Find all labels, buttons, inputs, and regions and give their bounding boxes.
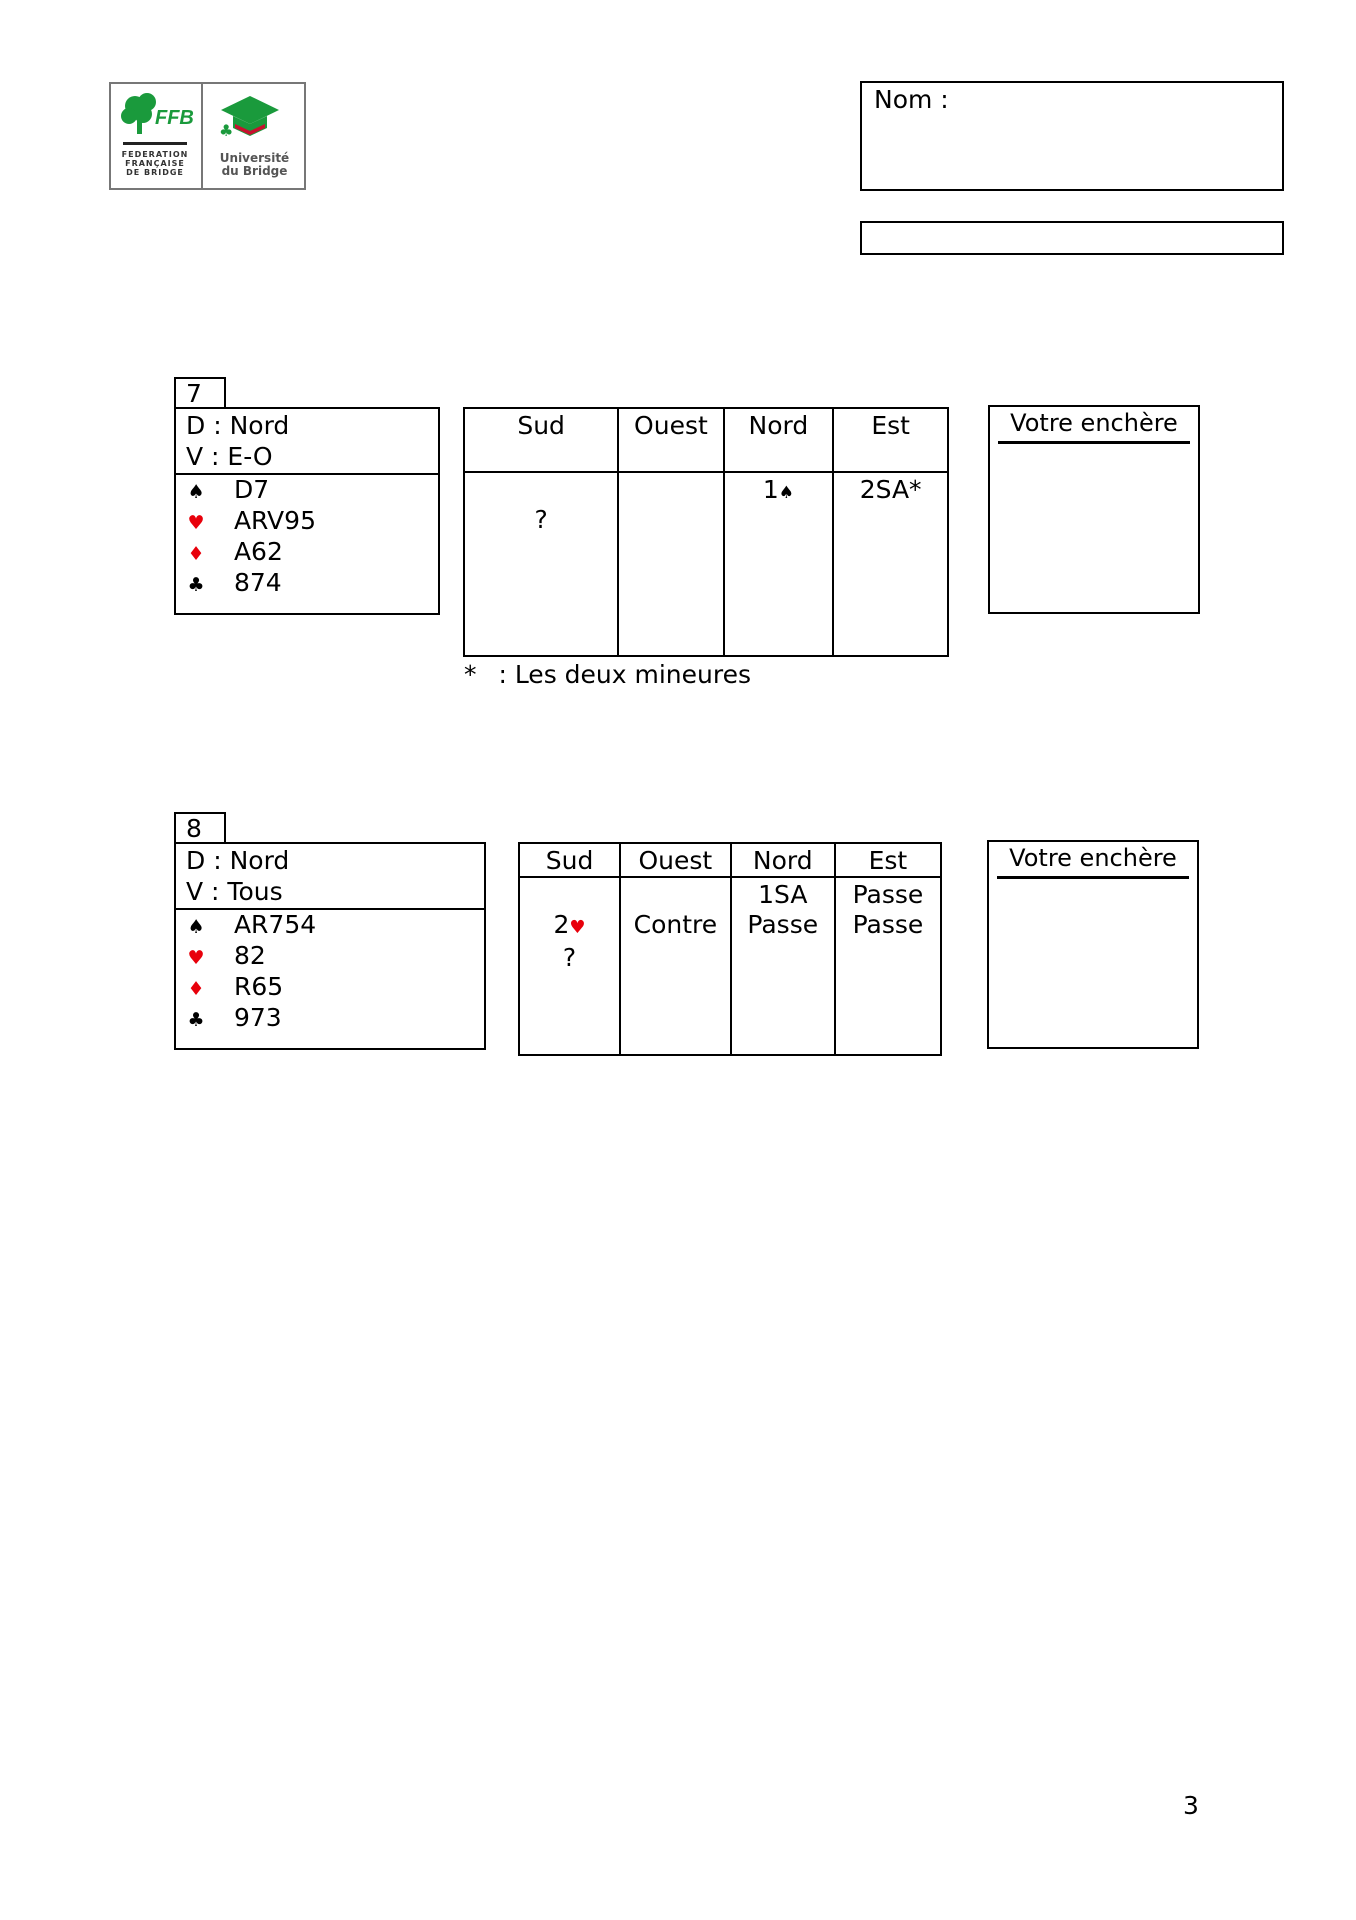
col-ouest: Ouest (620, 843, 731, 877)
name-label: Nom : (874, 85, 949, 114)
club-icon: ♣ (187, 574, 205, 596)
bid-sud-level: 2 (553, 910, 570, 939)
univ-line-2: du Bridge (221, 164, 288, 178)
spades-holding: D7 (233, 475, 270, 504)
spade-icon: ♠ (187, 916, 205, 938)
hand-card (174, 407, 440, 615)
col-est: Est (835, 843, 941, 877)
dealer-label: D : Nord (186, 411, 290, 440)
auction-note (464, 660, 751, 689)
bid-cell-est: Passe Passe (835, 877, 941, 1055)
heart-icon: ♥ (569, 917, 586, 938)
dealer-label: D : Nord (186, 846, 290, 875)
vulnerability-label: V : Tous (186, 877, 283, 906)
diamond-icon: ♦ (187, 978, 205, 1000)
your-bid-title: Votre enchère (1009, 844, 1177, 872)
ffb-universite-logo (109, 82, 306, 190)
col-sud: Sud (519, 843, 620, 877)
bid-cell-sud (464, 472, 618, 656)
deal-number: 8 (174, 812, 226, 844)
page-number: 3 (1183, 1791, 1199, 1820)
hearts-holding: ARV95 (233, 506, 316, 535)
bid-question: ? (562, 943, 577, 972)
your-bid-box[interactable] (987, 840, 1199, 1049)
bid-cell-ouest (618, 472, 723, 656)
note-star: * (464, 660, 477, 689)
heart-icon: ♥ (187, 512, 205, 534)
auction-table (463, 407, 949, 657)
blank-field[interactable] (860, 221, 1284, 255)
diamonds-holding: R65 (233, 972, 284, 1001)
bid-cell-sud (519, 877, 620, 1055)
hand-card (174, 842, 486, 1050)
col-ouest: Ouest (618, 408, 723, 472)
col-nord: Nord (731, 843, 835, 877)
bid-nord-level: 1 (762, 475, 779, 504)
your-bid-box[interactable] (988, 405, 1200, 614)
ffb-line-3: DE BRIDGE (126, 168, 184, 177)
svg-text:♣: ♣ (219, 121, 234, 138)
spade-icon: ♠ (187, 481, 205, 503)
your-bid-title: Votre enchère (1010, 409, 1178, 437)
vulnerability-label: V : E-O (186, 442, 273, 471)
auction-table (518, 842, 942, 1056)
spade-icon: ♠ (778, 483, 794, 503)
graduation-cap-icon (219, 94, 281, 138)
bid-cell-nord (724, 472, 834, 656)
bid-cell-nord: 1SA Passe (731, 877, 835, 1055)
univ-line-1: Université (219, 151, 290, 165)
heart-icon: ♥ (187, 947, 205, 969)
diamonds-holding: A62 (233, 537, 283, 566)
clubs-holding: 874 (233, 568, 282, 597)
deal-number: 7 (174, 377, 226, 409)
ffb-line-2: FRANÇAISE (125, 159, 185, 168)
col-sud: Sud (464, 408, 618, 472)
club-icon: ♣ (187, 1009, 205, 1031)
bid-cell-est: 2SA* (833, 472, 948, 656)
ffb-mark: FFB (155, 107, 194, 129)
diamond-icon: ♦ (187, 543, 205, 565)
bid-cell-ouest: Contre (620, 877, 731, 1055)
ffb-line-1: FEDERATION (121, 150, 189, 159)
spades-holding: AR754 (233, 910, 317, 939)
ffb-tree-icon (117, 92, 197, 136)
note-text: : Les deux mineures (498, 660, 752, 689)
hearts-holding: 82 (233, 941, 266, 970)
col-nord: Nord (724, 408, 834, 472)
col-est: Est (833, 408, 948, 472)
bid-question: ? (534, 505, 548, 534)
name-field[interactable] (860, 81, 1284, 191)
clubs-holding: 973 (233, 1003, 282, 1032)
